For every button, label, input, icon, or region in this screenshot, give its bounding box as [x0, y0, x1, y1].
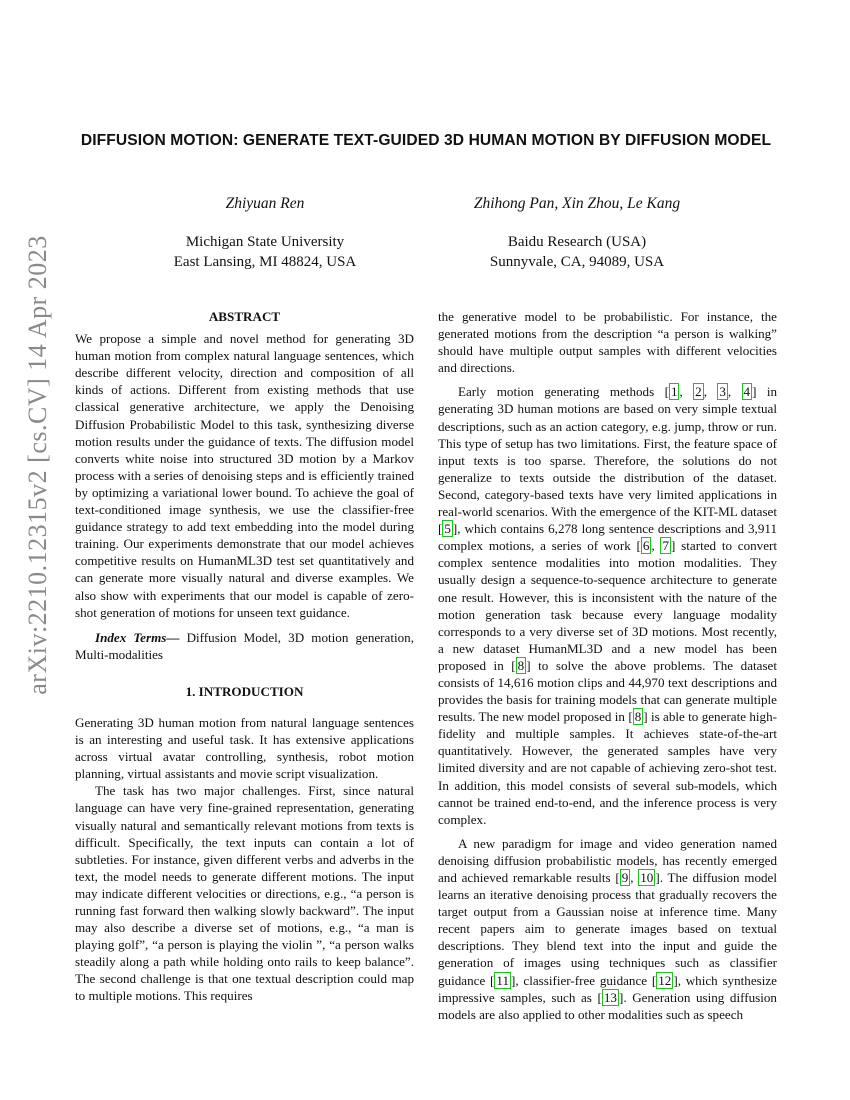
citation-link[interactable]: 8	[517, 657, 525, 673]
paper-title: DIFFUSION MOTION: GENERATE TEXT-GUIDED 3D HUMAN MOTION BY DIFFUSION MODEL	[80, 132, 772, 149]
text-run: , classifier-free guidance	[515, 972, 652, 988]
citation-link[interactable]: 12	[658, 972, 672, 988]
text-run: A new paradigm for image and video generation named denoising diffusion probabilistic models, has recently emerged and achieved remarkable results	[438, 835, 777, 885]
text-run: to solve the above problems. The dataset consists of 14,616 motion clips and 44,970 text descriptions and provides the basis for training models that can generate multiple results. The new model proposed in	[438, 657, 778, 725]
author-affiliation-1: Michigan State University	[185, 234, 345, 250]
citation-link[interactable]: 4	[743, 384, 751, 400]
text-run: . The diffusion model learns an iterative denoising process that gradually recovers the target output from a Gaussian noise at inference time. Many recent papers aim to generate images based on textual descriptions. They blend text into the input and guide the generation of images using techniques such as classifier guidance	[438, 870, 777, 988]
citation-link[interactable]: 6	[642, 538, 650, 554]
author-affiliation-2: Baidu Research (USA)	[507, 234, 647, 250]
text-run: in generating 3D human motions are based on very simple textual descriptions, such as an action category, e.g. jump, throw or run. This type of setup has two limitations. First, the feature space of input texts is too sparse. Therefore, the solutions do not generalize to texts outside the distribution of the dataset. Second, category-based texts have very limited applications in real-world scenarios. With the emergence of the KIT-ML dataset	[438, 384, 778, 520]
citation-1-4[interactable]: [ 1 , 2 , 3 , 4 ]	[664, 384, 757, 400]
right-paragraph-3: A new paradigm for image and video generation named denoising diffusion probabilistic models, has recently emerged and achieved remarkable results [ 9 , 10 ]. The diffusion model learns an iterative denoising process that gradually recovers the target output from a Gaussian noise at inference time. Many recent papers aim to generate images based on textual descriptions. They blend text into the input and guide the generation of images using techniques such as classifier guidance [ 11 ], classifier-free guidance [ 12 ], which synthesize impressive samples, such as [ 13 ]. Generation using diffusion models are also applied to other modalities such as speech	[438, 835, 777, 1022]
text-run: started to convert complex sentence modalities into motion modalities. They usually design a sequence-to-sequence architecture to generate one result. However, this is inconsistent with the nature of the motion generation task because every language modality corresponds to a very diverse set of 3D motions. Most recently, a new dataset HumanML3D and a new model has been proposed in	[438, 538, 778, 673]
citation-link[interactable]: 13	[603, 989, 617, 1005]
text-run: Early motion generating methods	[458, 384, 665, 400]
citation-link[interactable]: 9	[621, 870, 629, 885]
text-run: , which synthesize impressive samples, such as	[438, 972, 777, 1005]
text-run: , which contains 6,278 long sentence descriptions and 3,911 complex motions, a series of work	[438, 521, 777, 554]
author-name-2: Zhihong Pan, Xin Zhou, Le Kang	[473, 195, 681, 212]
index-terms	[75, 629, 414, 663]
text-run: . Generation using diffusion models are also applied to other modalities such as speech	[438, 989, 777, 1022]
citation-link[interactable]: 11	[496, 972, 509, 988]
author-address-2: Sunnyvale, CA, 94089, USA	[489, 254, 665, 270]
author-block-2	[447, 194, 707, 272]
citation-link[interactable]: 7	[662, 538, 670, 554]
right-column	[438, 308, 777, 1023]
citation-link[interactable]: 8	[634, 709, 642, 725]
citation-link[interactable]: 3	[719, 384, 726, 400]
arxiv-stamp: arXiv:2210.12315v2 [cs.CV] 14 Apr 2023	[23, 235, 52, 695]
index-terms-label: Index Terms—	[95, 629, 180, 645]
text-run: is able to generate high-fidelity and multiple samples. It achieves state-of-the-art quantitatively. However, the generated samples have very limited diversity and are not capable of achieving zero-shot test. In addition, this model consists of several sub-models, which cannot be trained end-to-end, and the inference process is very complex.	[438, 709, 778, 827]
intro-heading: 1. INTRODUCTION	[185, 683, 304, 699]
index-terms-text: Diffusion Model, 3D motion generation, Multi-modalities	[75, 629, 414, 662]
abstract-text: We propose a simple and novel method for generating 3D human motion from complex natural language sentences, which describe different velocity, direction and composition of all kinds of actions. Different from existing methods that use classical generative architecture, we apply the Denoising Diffusion Probabilistic Model to this task, synthesizing diverse motion results under the guidance of texts. The diffusion model converts white noise into structured 3D motion by a Markov process with a series of denoising steps and is efficiently trained by optimizing a variational lower bound. To achieve the goal of text-conditioned image synthesis, we use the classifier-free guidance strategy to add text embedding into the model during training. Our experiments demonstrate that our model achieves competitive results on HumanML3D test set quantitatively and can generate more visually natural and diverse examples. We also show with experiments that our model is capable of zero-shot generation of motions for unseen text guidance.	[75, 331, 414, 620]
abstract-heading: ABSTRACT	[208, 309, 281, 324]
right-paragraph-2: Early motion generating methods [ 1 , 2 , 3 , 4 ] in generating 3D human motions are based on very simple textual descriptions, such as an action category, e.g. jump, throw or run. This type of setup has two limitations. First, the feature space of input texts is too sparse. Therefore, the solutions do not generalize to texts outside the distribution of the dataset. Second, category-based texts have very limited applications in real-world scenarios. With the emergence of the KIT-ML dataset [ 5 ], which contains 6,278 long sentence descriptions and 3,911 complex motions, a series of work [ 6 , 7 ] started to convert complex sentence modalities into motion modalities. They usually design a sequence-to-sequence architecture to generate one result. However, this is inconsistent with the nature of the motion generation task because every language modality corresponds to a very diverse set of 3D motions. Most recently, a new dataset HumanML3D and a new model has been proposed in [ 8 ] to solve the above problems. The dataset consists of 14,616 motion clips and 44,970 text descriptions and provides the basis for training models that can generate multiple results. The new model proposed in [ 8 ] is able to generate high-fidelity and multiple samples. It achieves state-of-the-art quantitatively. However, the generated samples have very limited diversity and are not capable of achieving zero-shot test. In addition, this model consists of several sub-models, which cannot be trained end-to-end, and the inference process is very complex.	[438, 384, 778, 827]
author-block-1	[145, 194, 385, 272]
author-address-1: East Lansing, MI 48824, USA	[173, 254, 357, 270]
left-column	[75, 308, 414, 1005]
intro-paragraph-1: Generating 3D human motion from natural language sentences is an interesting and useful task. It has extensive applications across virtual avatar controlling, synthesis, robot motion planning, virtual assistants and movie script visualization.	[75, 714, 414, 782]
citation-link[interactable]: 10	[640, 870, 654, 885]
author-name-1: Zhiyuan Ren	[225, 195, 305, 212]
citation-link[interactable]: 2	[695, 384, 702, 400]
intro-paragraph-2: The task has two major challenges. First, since natural language can have very fine-grained representation, generating visually natural and semantically relevant motions from texts is difficult. Specifically, the text inputs can contain a lot of subtleties. For instance, given different verbs and adverbs in the text, the model needs to generate different motions. The input may indicate different velocities or directions, e.g., “a person is running fast forward then walking slowly backward”. The input may also describe a diverse set of motions, e.g., “a man is playing golf”, “a person is playing the violin ”, “a person walks steadily along a path while holding onto rails to keep balance”. The second challenge is that one textual description could map to multiple motions. This requires	[75, 783, 414, 1004]
citation-link[interactable]: 5	[444, 521, 451, 537]
citation-link[interactable]: 1	[670, 384, 678, 400]
right-paragraph-1: the generative model to be probabilistic. For instance, the generated motions from the description “a person is walking” should have multiple output samples with different velocities and directions.	[438, 309, 777, 376]
